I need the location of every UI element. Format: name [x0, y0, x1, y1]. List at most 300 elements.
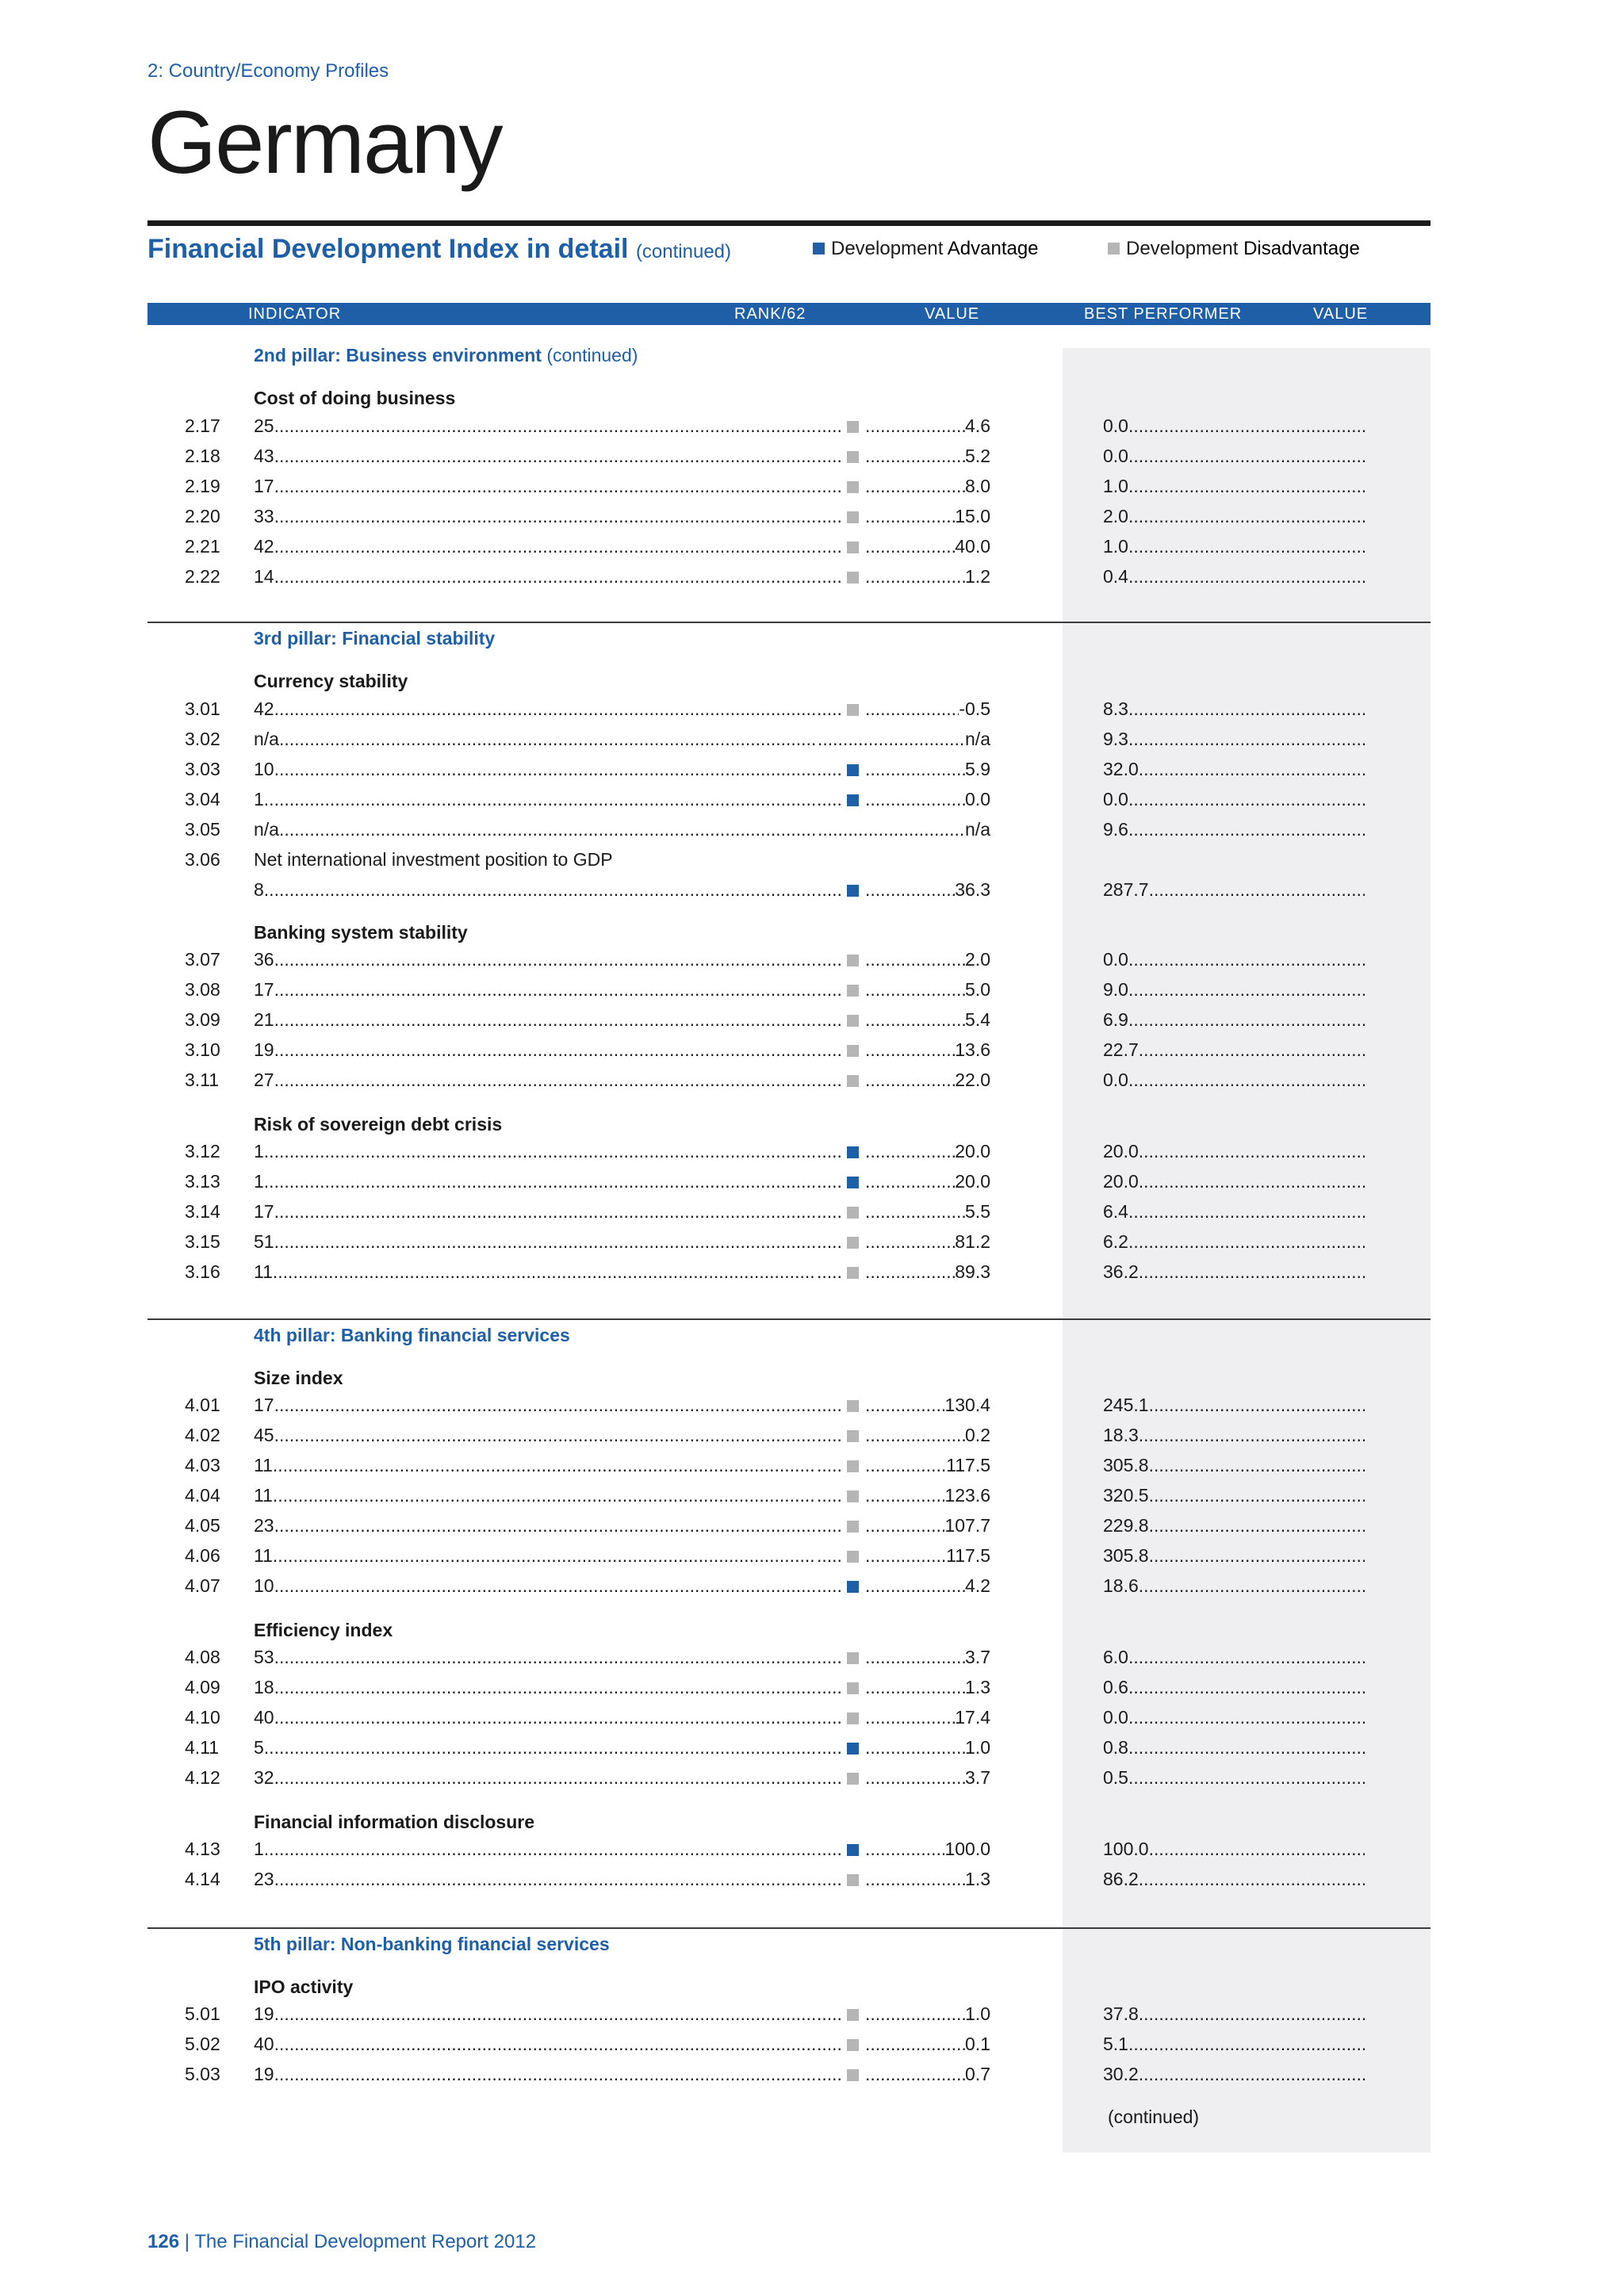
indicator-value — [865, 506, 990, 527]
rank-leader — [817, 1231, 844, 1253]
disadvantage-square-icon — [847, 2069, 859, 2081]
pillar-title: 3rd pillar: Financial stability — [254, 628, 496, 649]
dot-leader — [274, 415, 815, 437]
undefined-label: 229.8 — [1103, 1515, 1149, 1536]
undefined-label: 25 — [254, 415, 274, 436]
undefined — [1103, 1171, 1365, 1192]
undefined — [1103, 1201, 1365, 1223]
undefined-label: 51 — [254, 1231, 274, 1252]
indicator-name: Net international investment position to GDP — [254, 849, 613, 870]
undefined — [1103, 1425, 1365, 1446]
undefined — [254, 415, 815, 437]
indicator-number: 2.20 — [185, 506, 220, 526]
indicator-value — [865, 1171, 990, 1192]
rank-leader — [817, 1395, 844, 1416]
dot-leader — [865, 506, 955, 527]
subsection-title: Financial information disclosure — [254, 1812, 535, 1832]
undefined — [1103, 2064, 1365, 2085]
dot-leader — [273, 1545, 815, 1567]
indicator-number: 3.03 — [185, 759, 220, 779]
dot-leader — [1128, 446, 1365, 467]
dot-leader — [817, 698, 844, 720]
col-value: VALUE — [925, 305, 980, 323]
undefined-label: 11 — [254, 1261, 273, 1282]
undefined-label: 0.0 — [1103, 415, 1128, 436]
indicator-value-value: 20.0 — [955, 1141, 990, 1161]
disadvantage-square-icon — [847, 1874, 859, 1886]
dot-leader — [274, 2064, 815, 2085]
indicator-value-value: 0.2 — [965, 1425, 990, 1445]
subsection-title: Cost of doing business — [254, 388, 456, 408]
undefined-label: 0.0 — [1103, 1707, 1128, 1728]
dot-leader — [865, 1707, 955, 1728]
disadvantage-square-icon — [847, 1521, 859, 1533]
table-row — [0, 1545, 1624, 1575]
undefined-label: 1 — [254, 1839, 264, 1859]
dot-leader — [264, 1839, 815, 1860]
indicator-value — [865, 2064, 990, 2085]
undefined-label: 6.4 — [1103, 1201, 1128, 1222]
dot-leader — [865, 536, 955, 557]
dot-leader — [274, 1395, 815, 1416]
rank-leader — [817, 2034, 844, 2055]
advantage-square-icon — [847, 1177, 859, 1188]
undefined — [1103, 506, 1365, 527]
table-row — [0, 1515, 1624, 1545]
undefined — [254, 819, 818, 840]
dot-leader — [865, 1455, 946, 1476]
divider — [147, 1318, 1431, 1320]
undefined-label: n/a — [254, 729, 279, 749]
undefined-label: 287.7 — [1103, 879, 1149, 900]
indicator-value — [865, 1070, 990, 1091]
table-row — [0, 1737, 1624, 1767]
undefined — [254, 1425, 815, 1446]
indicator-value — [865, 949, 990, 970]
legend-dis-word: Disadvantage — [1243, 238, 1360, 259]
dot-leader — [1128, 1647, 1365, 1668]
indicator-value — [865, 1201, 990, 1223]
dot-leader — [817, 1261, 844, 1283]
undefined — [254, 1231, 815, 1253]
rank-leader — [817, 949, 844, 970]
dot-leader — [1128, 789, 1365, 810]
disadvantage-square-icon — [1108, 243, 1120, 254]
table-header — [147, 303, 1431, 325]
dot-leader — [1128, 536, 1365, 557]
dot-leader — [1139, 1039, 1365, 1061]
undefined — [254, 1707, 815, 1728]
undefined-label: 0.0 — [1103, 789, 1128, 809]
undefined — [254, 1261, 815, 1283]
dot-leader — [274, 1515, 815, 1536]
indicator-value-value: 89.3 — [955, 1261, 990, 1282]
dot-leader — [817, 506, 844, 527]
undefined-label: 40 — [254, 1707, 274, 1728]
dot-leader — [817, 2034, 844, 2055]
disadvantage-square-icon — [847, 1237, 859, 1249]
indicator-number: 2.19 — [185, 476, 220, 496]
undefined — [254, 1141, 815, 1162]
undefined — [1103, 1141, 1365, 1162]
undefined — [254, 949, 815, 970]
dot-leader — [274, 979, 815, 1001]
undefined-label: 2.0 — [1103, 506, 1128, 526]
indicator-value — [865, 1009, 990, 1031]
indicator-number: 4.06 — [185, 1545, 220, 1566]
indicator-number: 2.22 — [185, 566, 220, 587]
dot-leader — [865, 1261, 955, 1283]
undefined — [1103, 1869, 1365, 1890]
undefined-label: 18.3 — [1103, 1425, 1139, 1445]
rank-leader — [817, 1070, 844, 1091]
indicator-number: 3.07 — [185, 949, 220, 970]
undefined-label: 11 — [254, 1485, 273, 1506]
undefined-label: 17 — [254, 979, 274, 1000]
indicator-value — [865, 979, 990, 1001]
fdi-title-text: Financial Development Index in detail — [147, 234, 629, 264]
dot-leader — [1128, 819, 1365, 840]
undefined-label: 6.2 — [1103, 1231, 1128, 1252]
undefined-label: 17 — [254, 1201, 274, 1222]
undefined — [1103, 1545, 1365, 1567]
disadvantage-square-icon — [847, 1015, 859, 1027]
dot-leader — [274, 1677, 815, 1698]
undefined — [254, 476, 815, 497]
undefined — [254, 1171, 815, 1192]
table-row — [0, 979, 1624, 1009]
indicator-value-value: 3.7 — [965, 1767, 990, 1788]
legend-disadvantage — [1108, 238, 1360, 260]
disadvantage-square-icon — [847, 1551, 859, 1563]
indicator-number: 2.18 — [185, 446, 220, 466]
indicator-value-value: 123.6 — [944, 1485, 990, 1506]
indicator-value — [865, 1231, 990, 1253]
indicator-value-value: 36.3 — [955, 879, 990, 900]
dot-leader — [264, 789, 815, 810]
undefined-label: 33 — [254, 506, 274, 526]
indicator-value-value: 117.5 — [946, 1545, 990, 1566]
dot-leader — [817, 1141, 844, 1162]
dot-leader — [817, 1070, 844, 1091]
page-number: 126 — [147, 2231, 180, 2252]
indicator-value — [818, 729, 990, 750]
rank-leader — [817, 698, 844, 720]
indicator-number: 5.01 — [185, 2003, 220, 2024]
undefined-label: 0.4 — [1103, 566, 1128, 587]
dot-leader — [274, 1707, 815, 1728]
divider — [147, 622, 1431, 623]
undefined-label: 0.5 — [1103, 1767, 1128, 1788]
indicator-value — [865, 1515, 990, 1536]
dot-leader — [1149, 1515, 1365, 1536]
dot-leader — [817, 1485, 844, 1506]
undefined — [254, 1545, 815, 1567]
undefined-label: 22.7 — [1103, 1039, 1139, 1060]
indicator-value-value: 4.6 — [965, 415, 990, 436]
undefined-label: 1.0 — [1103, 476, 1128, 496]
undefined-label: 0.0 — [1103, 949, 1128, 970]
indicator-number: 3.01 — [185, 698, 220, 719]
undefined-label: 19 — [254, 2064, 274, 2084]
indicator-number: 3.02 — [185, 729, 220, 749]
indicator-value-value: 15.0 — [955, 506, 990, 526]
dot-leader — [818, 729, 965, 750]
indicator-value-value: 5.5 — [965, 1201, 990, 1222]
dot-leader — [817, 1647, 844, 1668]
rank-leader — [817, 1767, 844, 1789]
dot-leader — [279, 819, 818, 840]
undefined — [254, 1201, 815, 1223]
undefined — [1103, 536, 1365, 557]
dot-leader — [264, 879, 815, 901]
undefined-label: 36.2 — [1103, 1261, 1139, 1282]
indicator-number: 3.15 — [185, 1231, 220, 1252]
indicator-value — [865, 789, 990, 810]
dot-leader — [817, 1171, 844, 1192]
undefined-label: 20.0 — [1103, 1141, 1139, 1161]
dot-leader — [1139, 1425, 1365, 1446]
indicator-number: 4.10 — [185, 1707, 220, 1728]
undefined — [1103, 1039, 1365, 1061]
undefined — [254, 979, 815, 1001]
advantage-square-icon — [847, 1146, 859, 1158]
dot-leader — [1128, 1677, 1365, 1698]
dot-leader — [865, 1737, 965, 1758]
undefined — [254, 2064, 815, 2085]
indicator-value — [865, 1647, 990, 1668]
dot-leader — [1139, 1141, 1365, 1162]
dot-leader — [1139, 759, 1365, 780]
disadvantage-square-icon — [847, 572, 859, 584]
indicator-value-value: 8.0 — [965, 476, 990, 496]
col-rank: RANK/62 — [734, 305, 806, 323]
dot-leader — [865, 1485, 944, 1506]
indicator-number: 3.16 — [185, 1261, 220, 1282]
undefined-label: 245.1 — [1103, 1395, 1149, 1415]
table-row — [0, 446, 1624, 476]
dot-leader — [273, 1485, 815, 1506]
undefined — [254, 506, 815, 527]
table-row — [0, 415, 1624, 446]
subsection-title: Risk of sovereign debt crisis — [254, 1114, 503, 1135]
indicator-value-value: 130.4 — [944, 1395, 990, 1415]
undefined — [1103, 566, 1365, 587]
undefined-label: 9.0 — [1103, 979, 1128, 1000]
undefined-label: 17 — [254, 476, 274, 496]
disadvantage-square-icon — [847, 1045, 859, 1057]
table-row — [0, 1039, 1624, 1070]
undefined — [1103, 949, 1365, 970]
col-best-value: VALUE — [1313, 305, 1369, 323]
indicator-number: 3.06 — [185, 849, 220, 870]
undefined — [1103, 1515, 1365, 1536]
advantage-square-icon — [813, 243, 825, 254]
undefined — [254, 1009, 815, 1031]
rank-leader — [817, 506, 844, 527]
subsection-title: Banking system stability — [254, 922, 468, 943]
dot-leader — [274, 1070, 815, 1091]
indicator-value-value: 0.7 — [965, 2064, 990, 2084]
indicator-value-value: 81.2 — [955, 1231, 990, 1252]
undefined-label: n/a — [254, 819, 279, 840]
undefined-label: 14 — [254, 566, 274, 587]
dot-leader — [817, 566, 844, 587]
disadvantage-square-icon — [847, 1267, 859, 1279]
indicator-value — [865, 446, 990, 467]
undefined-label: 30.2 — [1103, 2064, 1139, 2084]
dot-leader — [274, 476, 815, 497]
indicator-value — [865, 759, 990, 780]
table-row — [0, 1647, 1624, 1677]
table-row — [0, 879, 1624, 909]
subsection-title: IPO activity — [254, 1976, 354, 1997]
dot-leader — [817, 536, 844, 557]
undefined — [254, 1455, 815, 1476]
table-row — [0, 476, 1624, 506]
dot-leader — [264, 1737, 815, 1758]
dot-leader — [817, 1455, 844, 1476]
undefined — [1103, 1575, 1365, 1597]
dot-leader — [1139, 2003, 1365, 2025]
undefined — [254, 1869, 815, 1890]
undefined-label: 21 — [254, 1009, 274, 1030]
pillar-title-suffix: (continued) — [546, 345, 638, 365]
undefined-label: 8.3 — [1103, 698, 1128, 719]
subsection-title: Currency stability — [254, 671, 408, 691]
undefined — [254, 789, 815, 810]
dot-leader — [817, 949, 844, 970]
rank-leader — [817, 476, 844, 497]
undefined-label: 9.3 — [1103, 729, 1128, 749]
dot-leader — [817, 1839, 844, 1860]
dot-leader — [274, 1575, 815, 1597]
indicator-number: 3.12 — [185, 1141, 220, 1161]
fdi-title-suffix: (continued) — [635, 241, 732, 262]
undefined-label: 9.6 — [1103, 819, 1128, 840]
indicator-number: 4.08 — [185, 1647, 220, 1667]
indicator-number: 3.14 — [185, 1201, 220, 1222]
table-row — [0, 849, 1624, 879]
dot-leader — [273, 1261, 815, 1283]
table-row — [0, 729, 1624, 759]
disadvantage-square-icon — [847, 1430, 859, 1442]
disadvantage-square-icon — [847, 1773, 859, 1785]
undefined-label: 45 — [254, 1425, 274, 1445]
indicator-number: 3.13 — [185, 1171, 220, 1192]
indicator-value — [865, 2034, 990, 2055]
pillar-title: 4th pillar: Banking financial services — [254, 1325, 570, 1345]
undefined-label: 17 — [254, 1395, 274, 1415]
undefined-label: 0.6 — [1103, 1677, 1128, 1697]
dot-leader — [818, 819, 965, 840]
indicator-value-value: 5.0 — [965, 979, 990, 1000]
undefined-label: 1 — [254, 1141, 264, 1161]
undefined — [254, 879, 815, 901]
undefined-label: 11 — [254, 1545, 273, 1566]
dot-leader — [1139, 1575, 1365, 1597]
dot-leader — [274, 2034, 815, 2055]
indicator-value — [865, 1455, 990, 1476]
indicator-value — [865, 1839, 990, 1860]
undefined-label: 10 — [254, 1575, 274, 1596]
dot-leader — [274, 536, 815, 557]
disadvantage-square-icon — [847, 481, 859, 493]
rank-leader — [817, 1869, 844, 1890]
undefined — [1103, 759, 1365, 780]
dot-leader — [274, 446, 815, 467]
undefined-label: 1 — [254, 789, 264, 809]
table-row — [0, 698, 1624, 729]
undefined — [1103, 819, 1365, 840]
dot-leader — [1128, 566, 1365, 587]
indicator-value — [865, 566, 990, 587]
indicator-value-value: 107.7 — [944, 1515, 990, 1536]
dot-leader — [865, 1839, 944, 1860]
rank-leader — [817, 1707, 844, 1728]
undefined-label: 10 — [254, 759, 274, 779]
indicator-number: 3.10 — [185, 1039, 220, 1060]
undefined-label: 27 — [254, 1070, 274, 1090]
indicator-value — [865, 1141, 990, 1162]
dot-leader — [274, 698, 815, 720]
undefined-label: 320.5 — [1103, 1485, 1149, 1506]
dot-leader — [1128, 1201, 1365, 1223]
dot-leader — [274, 1425, 815, 1446]
table-row — [0, 506, 1624, 536]
undefined — [1103, 789, 1365, 810]
pillar-title: 5th pillar: Non-banking financial services — [254, 1934, 610, 1954]
undefined-label: 20.0 — [1103, 1171, 1139, 1192]
indicator-value-value: n/a — [965, 729, 990, 749]
dot-leader — [274, 949, 815, 970]
undefined-label: 18 — [254, 1677, 274, 1697]
dot-leader — [273, 1455, 815, 1476]
rank-leader — [817, 1009, 844, 1031]
col-best-performer: BEST PERFORMER — [1084, 305, 1243, 323]
dot-leader — [1128, 1009, 1365, 1031]
pillar-title-text: 2nd pillar: Business environment — [254, 345, 542, 365]
indicator-value-value: 5.4 — [965, 1009, 990, 1030]
dot-leader — [865, 446, 965, 467]
rank-leader — [817, 1647, 844, 1668]
disadvantage-square-icon — [847, 1400, 859, 1412]
dot-leader — [1139, 1171, 1365, 1192]
dot-leader — [865, 1767, 965, 1789]
undefined-label: 42 — [254, 698, 274, 719]
legend-adv-prefix: Development — [831, 238, 948, 259]
indicator-number: 4.01 — [185, 1395, 220, 1415]
undefined — [254, 1575, 815, 1597]
table-row — [0, 759, 1624, 789]
undefined-label: 0.0 — [1103, 1070, 1128, 1090]
dot-leader — [817, 1677, 844, 1698]
indicator-value — [865, 1869, 990, 1890]
indicator-value-value: 13.6 — [955, 1039, 990, 1060]
undefined — [1103, 1455, 1365, 1476]
indicator-number: 4.11 — [185, 1737, 220, 1758]
undefined — [1103, 1070, 1365, 1091]
undefined-label: 305.8 — [1103, 1455, 1149, 1475]
pillar-title — [254, 345, 638, 366]
undefined-label: 32.0 — [1103, 759, 1139, 779]
disadvantage-square-icon — [847, 985, 859, 997]
dot-leader — [274, 1767, 815, 1789]
indicator-number: 3.11 — [185, 1070, 220, 1090]
indicator-value — [865, 476, 990, 497]
undefined-label: 19 — [254, 1039, 274, 1060]
table-row — [0, 1767, 1624, 1797]
